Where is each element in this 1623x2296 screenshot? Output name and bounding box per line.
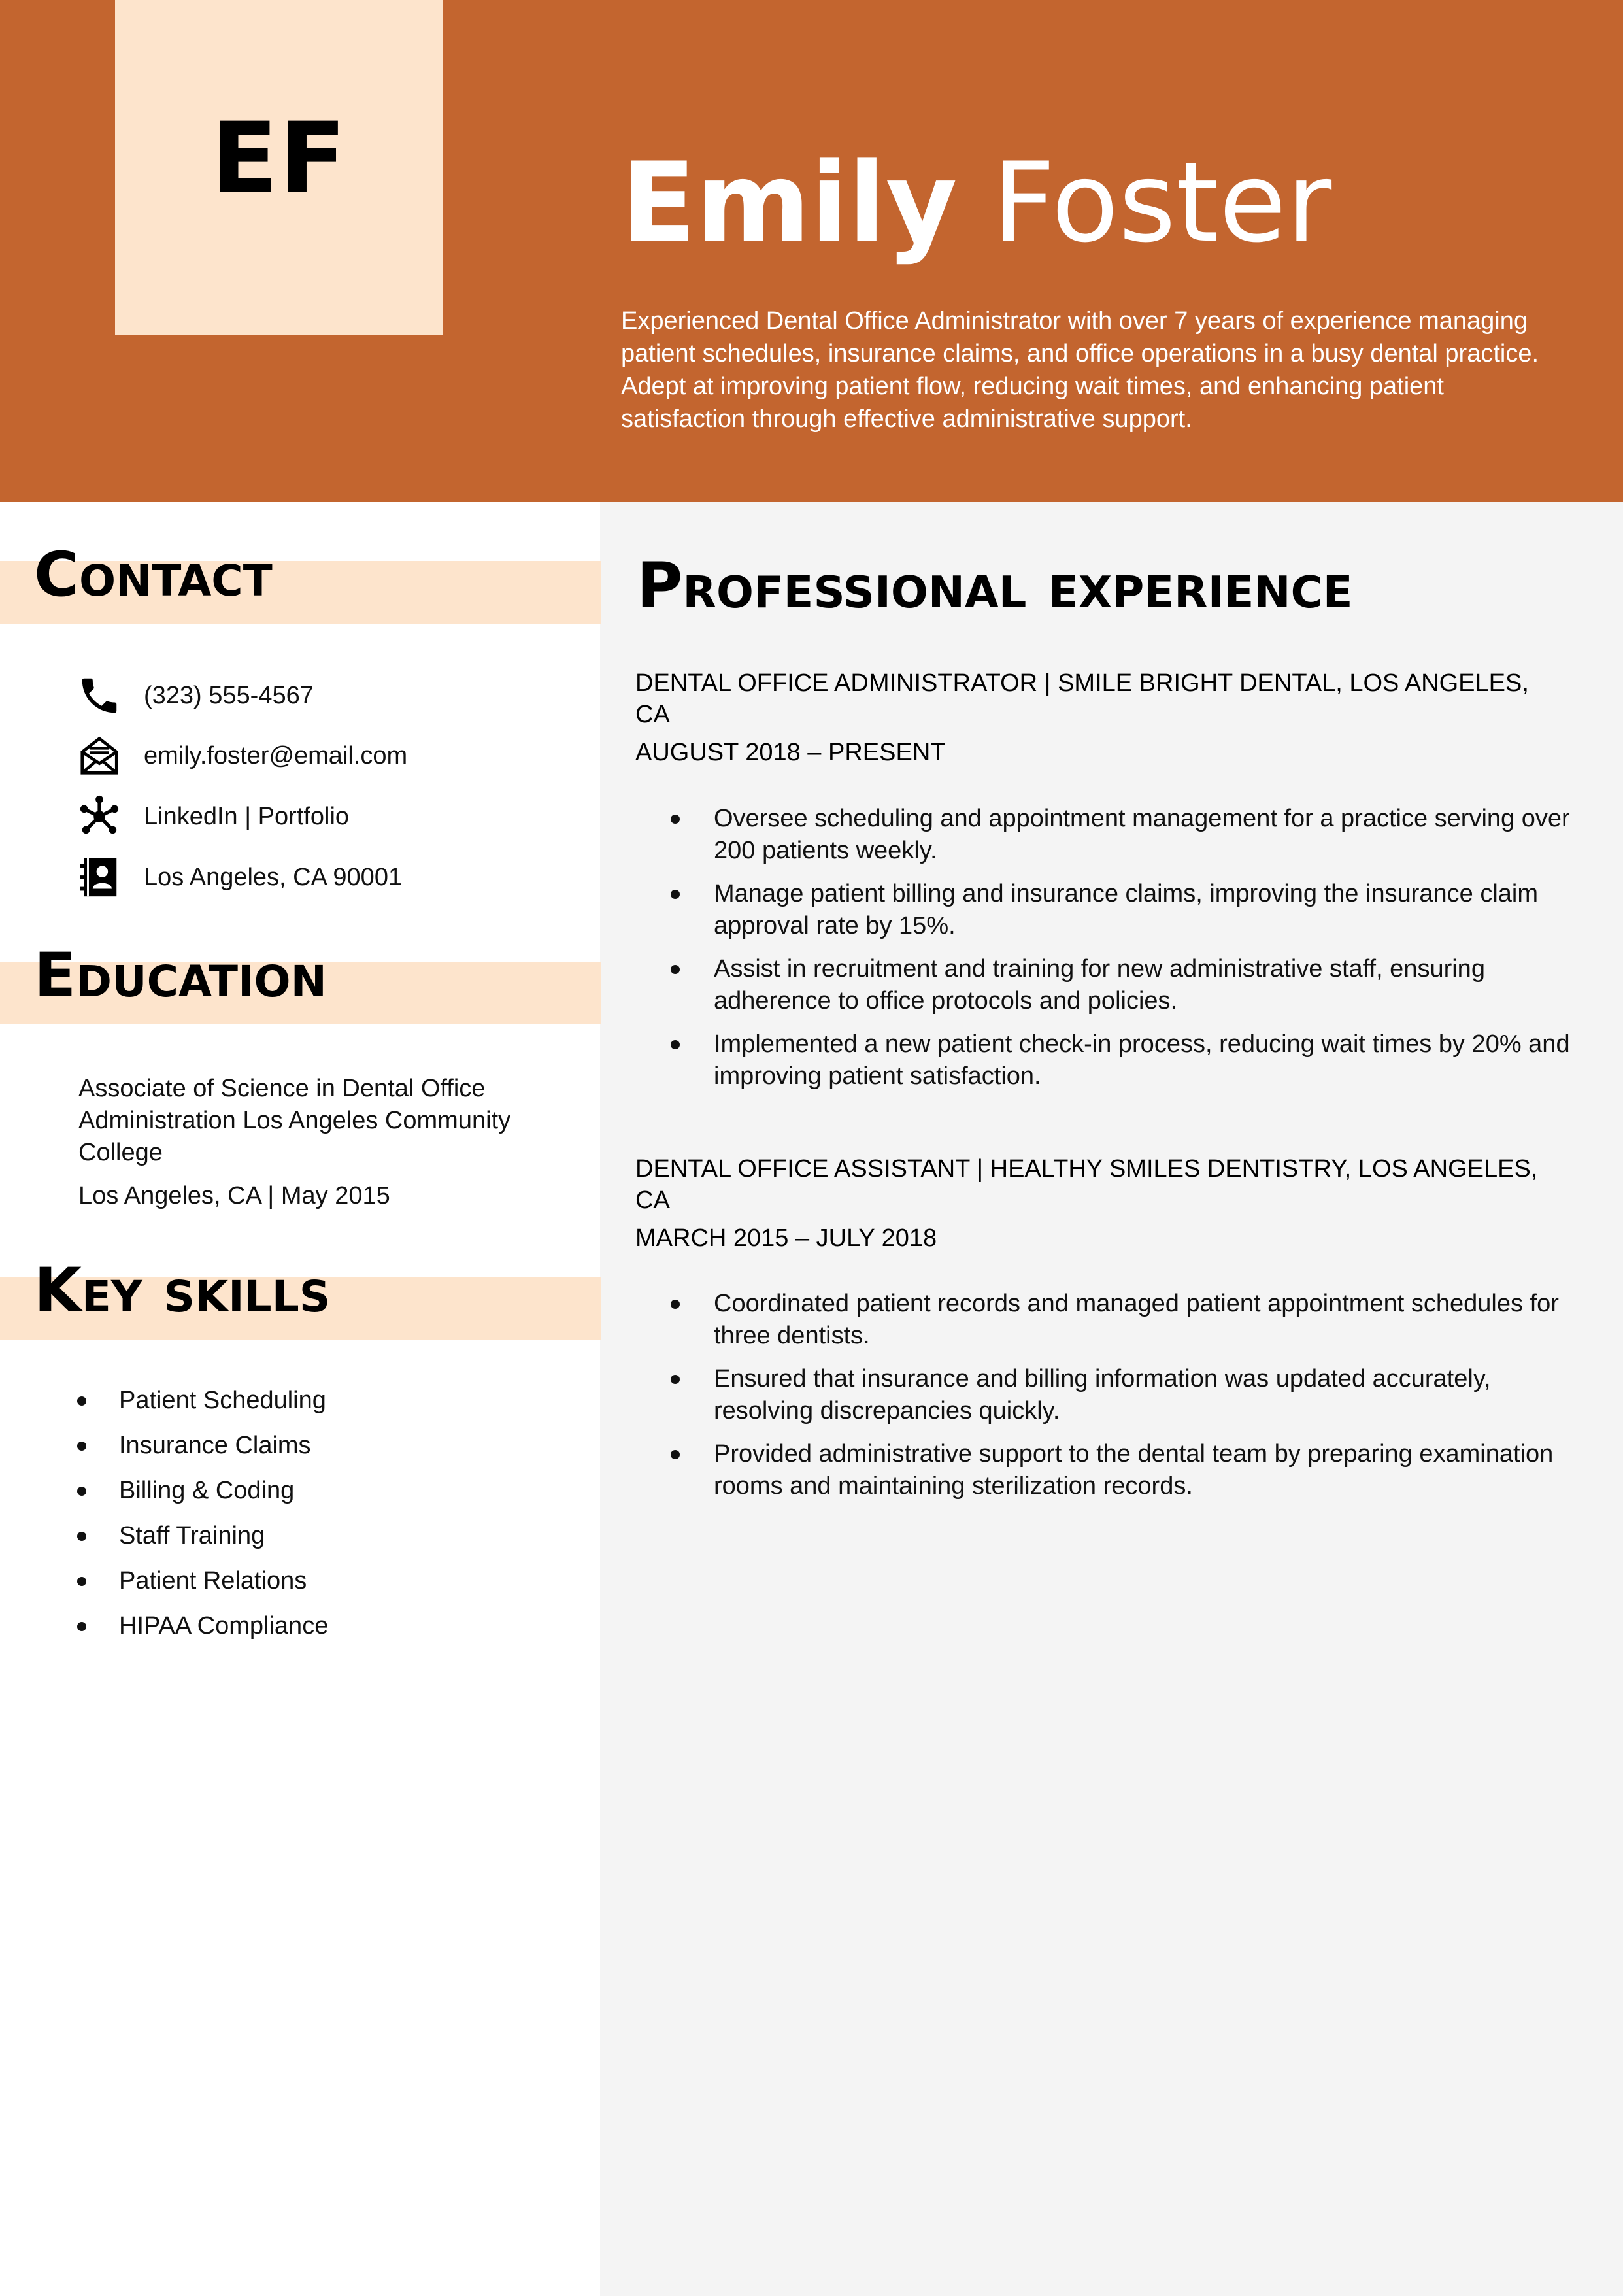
profile-summary: Experienced Dental Office Administrator with over 7 years of experience managing patient schedules, insurance claims, and office operations in a busy dental practice. Adept at improving patient flow, reducing wait times, and enhancing patient satisfaction through effective administrative support. [621,307,1539,433]
first-name: Emily [621,139,958,267]
list-item: Billing & Coding [77,1468,328,1513]
contact-email [76,733,407,779]
candidate-name [621,137,1331,268]
education-degree: Associate of Science in Dental Office Administration Los Angeles Community College [78,1075,511,1166]
bullet-icon [77,1442,86,1451]
education-location-date: Los Angeles, CA | May 2015 [78,1182,390,1209]
email-icon [76,732,123,779]
bullet-icon [671,890,680,899]
job-title-2: DENTAL OFFICE ASSISTANT | HEALTHY SMILES DENTISTRY, LOS ANGELES, CA [635,1155,1538,1214]
phone-number: (323) 555-4567 [144,681,314,709]
skills-heading: Key skills [34,1255,331,1326]
list-item: Implemented a new patient check-in process, reducing wait times by 20% and improving patient satisfaction. [671,1028,1573,1092]
header-banner [0,0,1623,502]
contact-location [76,854,402,900]
list-item: Coordinated patient records and managed patient appointment schedules for three dentists. [671,1288,1573,1352]
contact-phone [76,673,314,718]
bullet-icon [77,1396,86,1406]
bullet-icon [77,1487,86,1496]
bullet-icon [77,1532,86,1541]
bullet-icon [671,1040,680,1049]
education-heading: Education [34,940,327,1011]
list-item: Patient Scheduling [77,1378,328,1423]
monogram-initials: EF [210,102,348,216]
bullet-icon [671,1375,680,1384]
job-bullets-1 [671,803,1573,1104]
address-book-icon [76,854,123,901]
list-item: Manage patient billing and insurance claims, improving the insurance claim approval rate by 15%. [671,878,1573,942]
bullet-icon [77,1577,86,1586]
list-item: Assist in recruitment and training for new administrative staff, ensuring adherence to office protocols and policies. [671,953,1573,1017]
bullet-icon [671,965,680,974]
contact-heading: Contact [34,539,273,611]
monogram-box [115,0,443,335]
skills-list [77,1378,328,1649]
network-icon [76,793,123,840]
job-dates-2: MARCH 2015 – JULY 2018 [635,1224,937,1252]
bullet-icon [671,1450,680,1459]
job-dates-1: AUGUST 2018 – PRESENT [635,739,946,766]
job-title-1: DENTAL OFFICE ADMINISTRATOR | SMILE BRIGHT DENTAL, LOS ANGELES, CA [635,669,1529,728]
bullet-icon [671,1300,680,1309]
list-item: HIPAA Compliance [77,1604,328,1649]
phone-icon [76,672,123,719]
experience-heading: Professional experience [637,549,1353,622]
list-item: Oversee scheduling and appointment management for a practice serving over 200 patients weekly. [671,803,1573,867]
list-item: Staff Training [77,1513,328,1559]
bullet-icon [77,1622,86,1631]
profile-links: LinkedIn | Portfolio [144,802,350,830]
list-item: Insurance Claims [77,1423,328,1468]
list-item: Provided administrative support to the dental team by preparing examination rooms and maintaining sterilization records. [671,1438,1573,1502]
job-bullets-2 [671,1288,1573,1513]
email-address: emily.foster@email.com [144,741,408,769]
contact-links [76,794,349,839]
bullet-icon [671,815,680,824]
location: Los Angeles, CA 90001 [144,863,403,891]
list-item: Patient Relations [77,1559,328,1604]
last-name: Foster [992,139,1332,267]
list-item: Ensured that insurance and billing information was updated accurately, resolving discrepancies quickly. [671,1363,1573,1427]
